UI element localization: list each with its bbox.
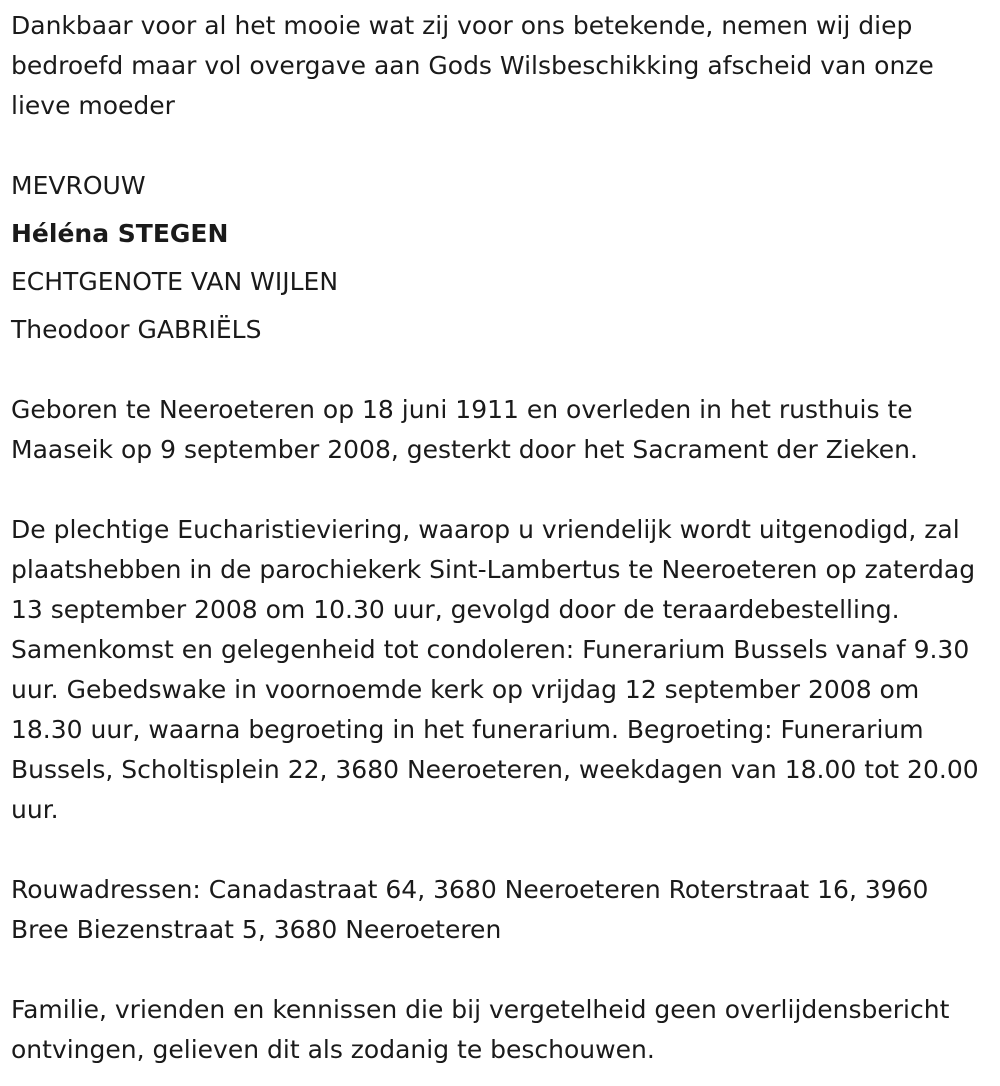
spouse-name: Theodoor GABRIËLS xyxy=(11,315,262,344)
ceremony-paragraph: De plechtige Eucharistieviering, waarop u vriendelijk wordt uitgenodigd, zal plaatshebben in de parochiekerk Sint-Lambertus te Neeroeteren op zaterdag 13 september 2008 om 10.30 uur, gevolgd door de teraardebestelling. Samenkomst en gelegenheid tot condoleren: Funerarium Bussels vanaf 9.30 uur. Gebedswake in voornoemde kerk op vrijdag 12 september 2008 om 18.30 uur, waarna begroeting in het funerarium. Begroeting: Funerarium Bussels, Scholtisplein 22, 3680 Neeroeteren, weekdagen van 18.00 tot 20.00 uur. xyxy=(11,515,979,824)
addresses-paragraph: Rouwadressen: Canadastraat 64, 3680 Neeroeteren Roterstraat 16, 3960 Bree Biezenstraat 5, 3680 Neeroeteren xyxy=(11,875,929,944)
relation-line: ECHTGENOTE VAN WIJLEN xyxy=(11,267,339,296)
birth-death-paragraph: Geboren te Neeroeteren op 18 juni 1911 en overleden in het rusthuis te Maaseik op 9 september 2008, gesterkt door het Sacrament der Zieken. xyxy=(11,395,918,464)
salutation: MEVROUW xyxy=(11,171,146,200)
closing-paragraph: Familie, vrienden en kennissen die bij vergetelheid geen overlijdensbericht ontvingen, gelieven dit als zodanig te beschouwen. xyxy=(11,995,950,1064)
intro-paragraph: Dankbaar voor al het mooie wat zij voor ons betekende, nemen wij diep bedroefd maar vol overgave aan Gods Wilsbeschikking afscheid van onze lieve moeder xyxy=(11,11,934,120)
deceased-name: Héléna STEGEN xyxy=(11,219,229,248)
